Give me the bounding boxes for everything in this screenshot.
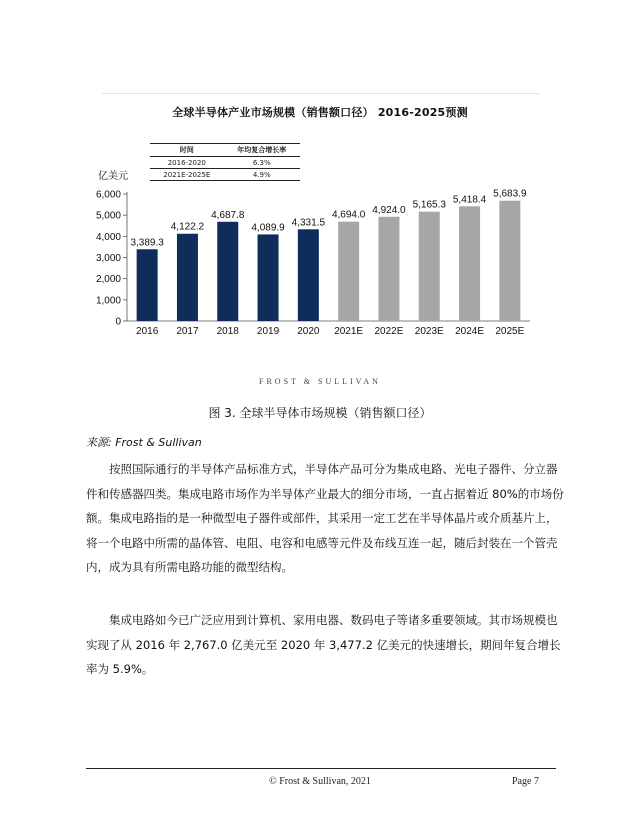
y-tick-label: 1,000 <box>95 295 121 307</box>
y-tick-label: 0 <box>115 316 121 328</box>
y-tick-label: 2,000 <box>95 274 121 286</box>
y-tick-label: 6,000 <box>95 189 121 201</box>
body-paragraph: 集成电路如今已广泛应用到计算机、家用电器、数码电子等诸多重要领域。其市场规模也实现了从 2016 年 2,767.0 亿美元至 2020 年 3,477.2 亿美元的快速增长，期间年复合增长率为 5.9%。 <box>86 613 561 676</box>
footer-divider <box>86 768 556 769</box>
forecast-bar <box>459 206 480 321</box>
cagr-rate-cell: 4.9% <box>252 170 271 179</box>
actual-bar <box>258 234 279 321</box>
chart-title: 全球半导体产业市场规模（销售额口径） 2016-2025预测 <box>172 106 468 119</box>
x-tick-label: 2021E <box>334 326 364 337</box>
bar-chart <box>80 180 530 345</box>
cagr-period-cell: 2021E-2025E <box>163 170 211 179</box>
table-row <box>150 157 300 169</box>
y-axis-unit-label: 亿美元 <box>98 171 128 182</box>
cagr-period-cell: 2016-2020 <box>167 158 206 167</box>
forecast-bar <box>338 222 359 321</box>
cagr-table <box>150 143 300 181</box>
cagr-table-header-row <box>150 144 300 157</box>
bar-data-label: 4,089.9 <box>251 222 285 234</box>
actual-bar <box>137 249 158 321</box>
bar-data-label: 3,389.3 <box>130 237 164 249</box>
frost-sullivan-logo: FROST & SULLIVAN <box>259 377 381 386</box>
bar-data-label: 5,165.3 <box>412 199 446 211</box>
x-tick-label: 2018 <box>216 326 239 337</box>
cagr-header-period: 时间 <box>179 146 194 154</box>
bar-data-label: 4,122.2 <box>170 221 205 233</box>
cagr-header-rate: 年均复合增长率 <box>237 146 287 154</box>
bar-data-label: 5,418.4 <box>452 194 487 206</box>
bar-data-label: 5,683.9 <box>493 188 527 200</box>
x-tick-label: 2016 <box>136 326 159 337</box>
bar-data-label: 4,694.0 <box>331 209 366 221</box>
actual-bar <box>217 222 238 321</box>
cagr-rate-cell: 6.3% <box>252 158 271 167</box>
x-tick-label: 2017 <box>176 326 199 337</box>
source-note: 来源: Frost & Sullivan <box>86 436 202 449</box>
figure-caption: 图 3. 全球半导体市场规模（销售额口径） <box>208 406 432 420</box>
bar-data-label: 4,687.8 <box>211 209 245 221</box>
page-number: Page 7 <box>512 776 539 787</box>
x-tick-label: 2023E <box>414 326 444 337</box>
y-tick-label: 5,000 <box>95 210 121 222</box>
x-tick-label: 2022E <box>374 326 404 337</box>
x-tick-label: 2020 <box>297 326 320 337</box>
x-tick-label: 2025E <box>495 326 525 337</box>
table-row <box>150 169 300 181</box>
x-tick-label: 2019 <box>256 326 280 337</box>
forecast-bar <box>378 217 399 321</box>
y-tick-label: 4,000 <box>95 231 121 243</box>
actual-bar <box>177 234 198 321</box>
body-paragraph: 按照国际通行的半导体产品标准方式，半导体产品可分为集成电路、光电子器件、分立器件和传感器四类。集成电路市场作为半导体产业最大的细分市场，一直占据着近 80%的市场份额。集成电路指的是一种微型电子器件或部件，其采用一定工艺在半导体晶片或介质基片上，将一个电路中所需的晶体管、电阻、电容和电感等元件及布线互连一起，随后封装在一个管壳内，成为具有所需电路功能的微型结构。 <box>86 462 564 574</box>
bar-data-label: 4,331.5 <box>291 217 326 229</box>
actual-bar <box>298 229 319 321</box>
y-tick-label: 3,000 <box>95 253 121 264</box>
forecast-bar <box>419 212 440 321</box>
forecast-bar <box>499 201 520 321</box>
footer-copyright: © Frost & Sullivan, 2021 <box>269 776 371 787</box>
bar-data-label: 4,924.0 <box>372 204 406 216</box>
x-tick-label: 2024E <box>455 326 485 337</box>
top-divider <box>102 93 540 94</box>
